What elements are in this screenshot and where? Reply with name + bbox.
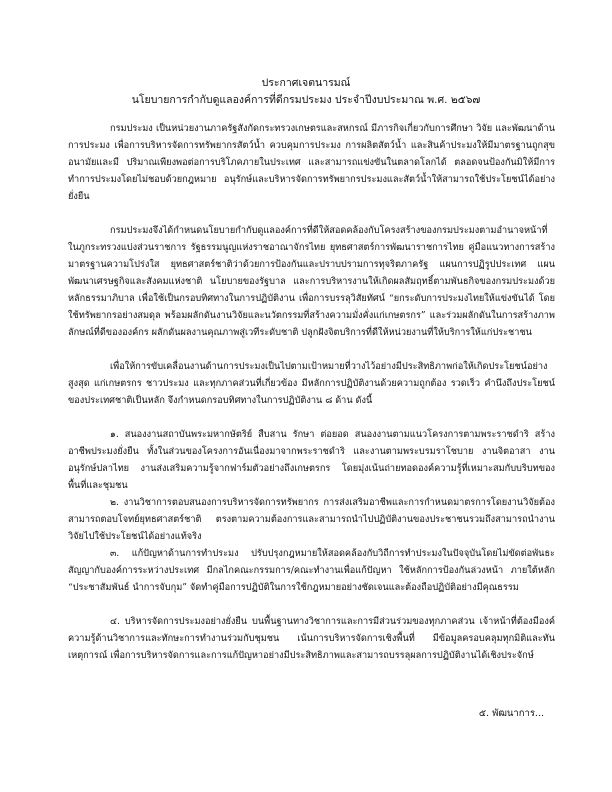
paragraph-intro [68,120,555,205]
paragraph-item-1-text: ๑. สนองงานสถาบันพระมหากษัตริย์ สืบสาน รักษา ต่อยอด สนองงานตามแนวโครงการตามพระราชดำริ สร้างอาชีพประมงยั่งยืน ทั้งในส่วนของโครงการอันเนื่องมาจากพระราชดำริ และงานตามพระบรมราโชบาย งานจิตอาสา งานอนุรักษ์ปลาไทย งานส่งเสริมความรู้จากฟาร์มตัวอย่างถึงเกษตรกร โดยมุ่งเน้นถ่ายทอดองค์ความรู้ที่เหมาะสมกับบริบทของพื้นที่และชุมชน [68,429,555,491]
page-continuation: ๕. พัฒนาการ... [478,708,544,719]
paragraph-direction-text: เพื่อให้การขับเคลื่อนงานด้านการประมงเป็นไปตามเป้าหมายที่วางไว้อย่างมีประสิทธิภาพก่อให้เกิดประโยชน์อย่างสูงสุด แก่เกษตรกร ชาวประมง และทุกภาคส่วนที่เกี่ยวข้อง มีหลักการปฏิบัติงานด้วยความถูกต้อง รวดเร็ว คำนึงถึงประโยชน์ของประเทศชาติเป็นหลัก จึงกำหนดกรอบทิศทางในการปฏิบัติงาน ๘ ด้าน ดังนี้ [68,361,555,406]
paragraph-item-4-text: ๔. บริหารจัดการประมงอย่างยั่งยืน บนพื้นฐานทางวิชาการและการมีส่วนร่วมของทุกภาคส่วน เจ้าหน้าที่ต้องมีองค์ความรู้ด้านวิชาการและทักษะการทำงานร่วมกับชุมชน เน้นการบริหารจัดการเชิงพื้นที่ มีข้อมูลครอบคลุมทุกมิติและทันเหตุการณ์ เพื่อการบริหารจัดการและการแก้ปัญหาอย่างมีประสิทธิภาพและสามารถบรรลุผลการปฏิบัติงานได้เชิงประจักษ์ [68,616,555,661]
paragraph-item-4 [68,613,555,664]
paragraph-intro-text: กรมประมง เป็นหน่วยงานภาครัฐสังกัดกระทรวงเกษตรและสหกรณ์ มีภารกิจเกี่ยวกับการศึกษา วิจัย และพัฒนาด้านการประมง เพื่อการบริหารจัดการทรัพยากรสัตว์น้ำ ควบคุมการประมง การผลิตสัตว์น้ำ และสินค้าประมงให้มีมาตรฐานถูกสุขอนามัยและมี ปริมาณเพียงพอต่อการบริโภคภายในประเทศ และสามารถแข่งขันในตลาดโลกได้ ตลอดจนป้องกันมิให้มีการทำการประมงโดยไม่ชอบด้วยกฎหมาย อนุรักษ์และบริหารจัดการทรัพยากรประมงและสัตว์น้ำให้สามารถใช้ประโยชน์ได้อย่างยั่งยืน [68,123,555,202]
paragraph-item-3-text: ๓. แก้ปัญหาด้านการทำประมง ปรับปรุงกฎหมายให้สอดคล้องกับวิถีการทำประมงในปัจจุบันโดยไม่ขัดต่อพันธะสัญญากับองค์การระหว่างประเทศ มีกลไกคณะกรรมการ/คณะทำงานเพื่อแก้ปัญหา ใช้หลักการป้องกันล่วงหน้า ภายใต้หลัก “ประชาสัมพันธ์ นำการจับกุม” จัดทำคู่มือการปฏิบัติในการใช้กฎหมายอย่างชัดเจนและต้องถือปฏิบัติอย่างมีคุณธรรม [68,548,555,593]
paragraph-policy [68,222,555,341]
paragraph-item-1 [68,426,555,494]
paragraph-item-3 [68,545,555,596]
paragraph-policy-text: กรมประมงจึงได้กำหนดนโยบายกำกับดูแลองค์การที่ดีให้สอดคล้องกับโครงสร้างของกรมประมงตามอำนาจหน้าที่ในภูกระทรวงแบ่งส่วนราชการ รัฐธรรมนูญแห่งราชอาณาจักรไทย ยุทธศาสตร์การพัฒนาราชการไทย คู่มือแนวทางการสร้างมาตรฐานความโปร่งใส ยุทธศาสตร์ชาติว่าด้วยการป้องกันและปราบปรามการทุจริตภาครัฐ แผนการปฏิรูปประเทศ แผนพัฒนาเศรษฐกิจและสังคมแห่งชาติ นโยบายของรัฐบาล และการบริหารงานให้เกิดผลสัมฤทธิ์ตามพันธกิจของกรมประมงด้วยหลักธรรมาภิบาล เพื่อใช้เป็นกรอบทิศทางในการปฏิบัติงาน เพื่อการบรรลุวิสัยทัศน์ “ยกระดับการประมงไทยให้แข่งขันได้ โดยใช้ทรัพยากรอย่างสมดุล พร้อมผลักดันงานวิจัยและนวัตกรรมที่สร้างความมั่งคั่งแก่เกษตรกร” และร่วมผลักดันในการสร้างภาพลักษณ์ที่ดีขององค์กร ผลักดันผลงานคุณภาพสู่เวทีระดับชาติ ปลูกฝังจิตบริการที่ดีให้หน่วยงานที่ให้บริการให้แก่ประชาชน [68,225,555,338]
document-subtitle: นโยบายการกำกับดูแลองค์การที่ดีกรมประมง ประจำปีงบประมาณ พ.ศ. ๒๕๖๗ [131,94,481,106]
document-title: ประกาศเจตนารมณ์ [261,77,351,89]
paragraph-item-2-text: ๒. งานวิชาการตอบสนองการบริหารจัดการทรัพยากร การส่งเสริมอาชีพและการกำหนดมาตรการโดยงานวิจัยต้องสามารถตอบโจทย์ยุทธศาสตร์ชาติ ตรงตามความต้องการและสามารถนำไปปฏิบัติงานของประชาชนรวมถึงสามารถนำงานวิจัยไปใช้ประโยชน์ได้อย่างแท้จริง [68,497,555,542]
paragraph-direction [68,358,555,409]
paragraph-item-2 [68,494,555,545]
